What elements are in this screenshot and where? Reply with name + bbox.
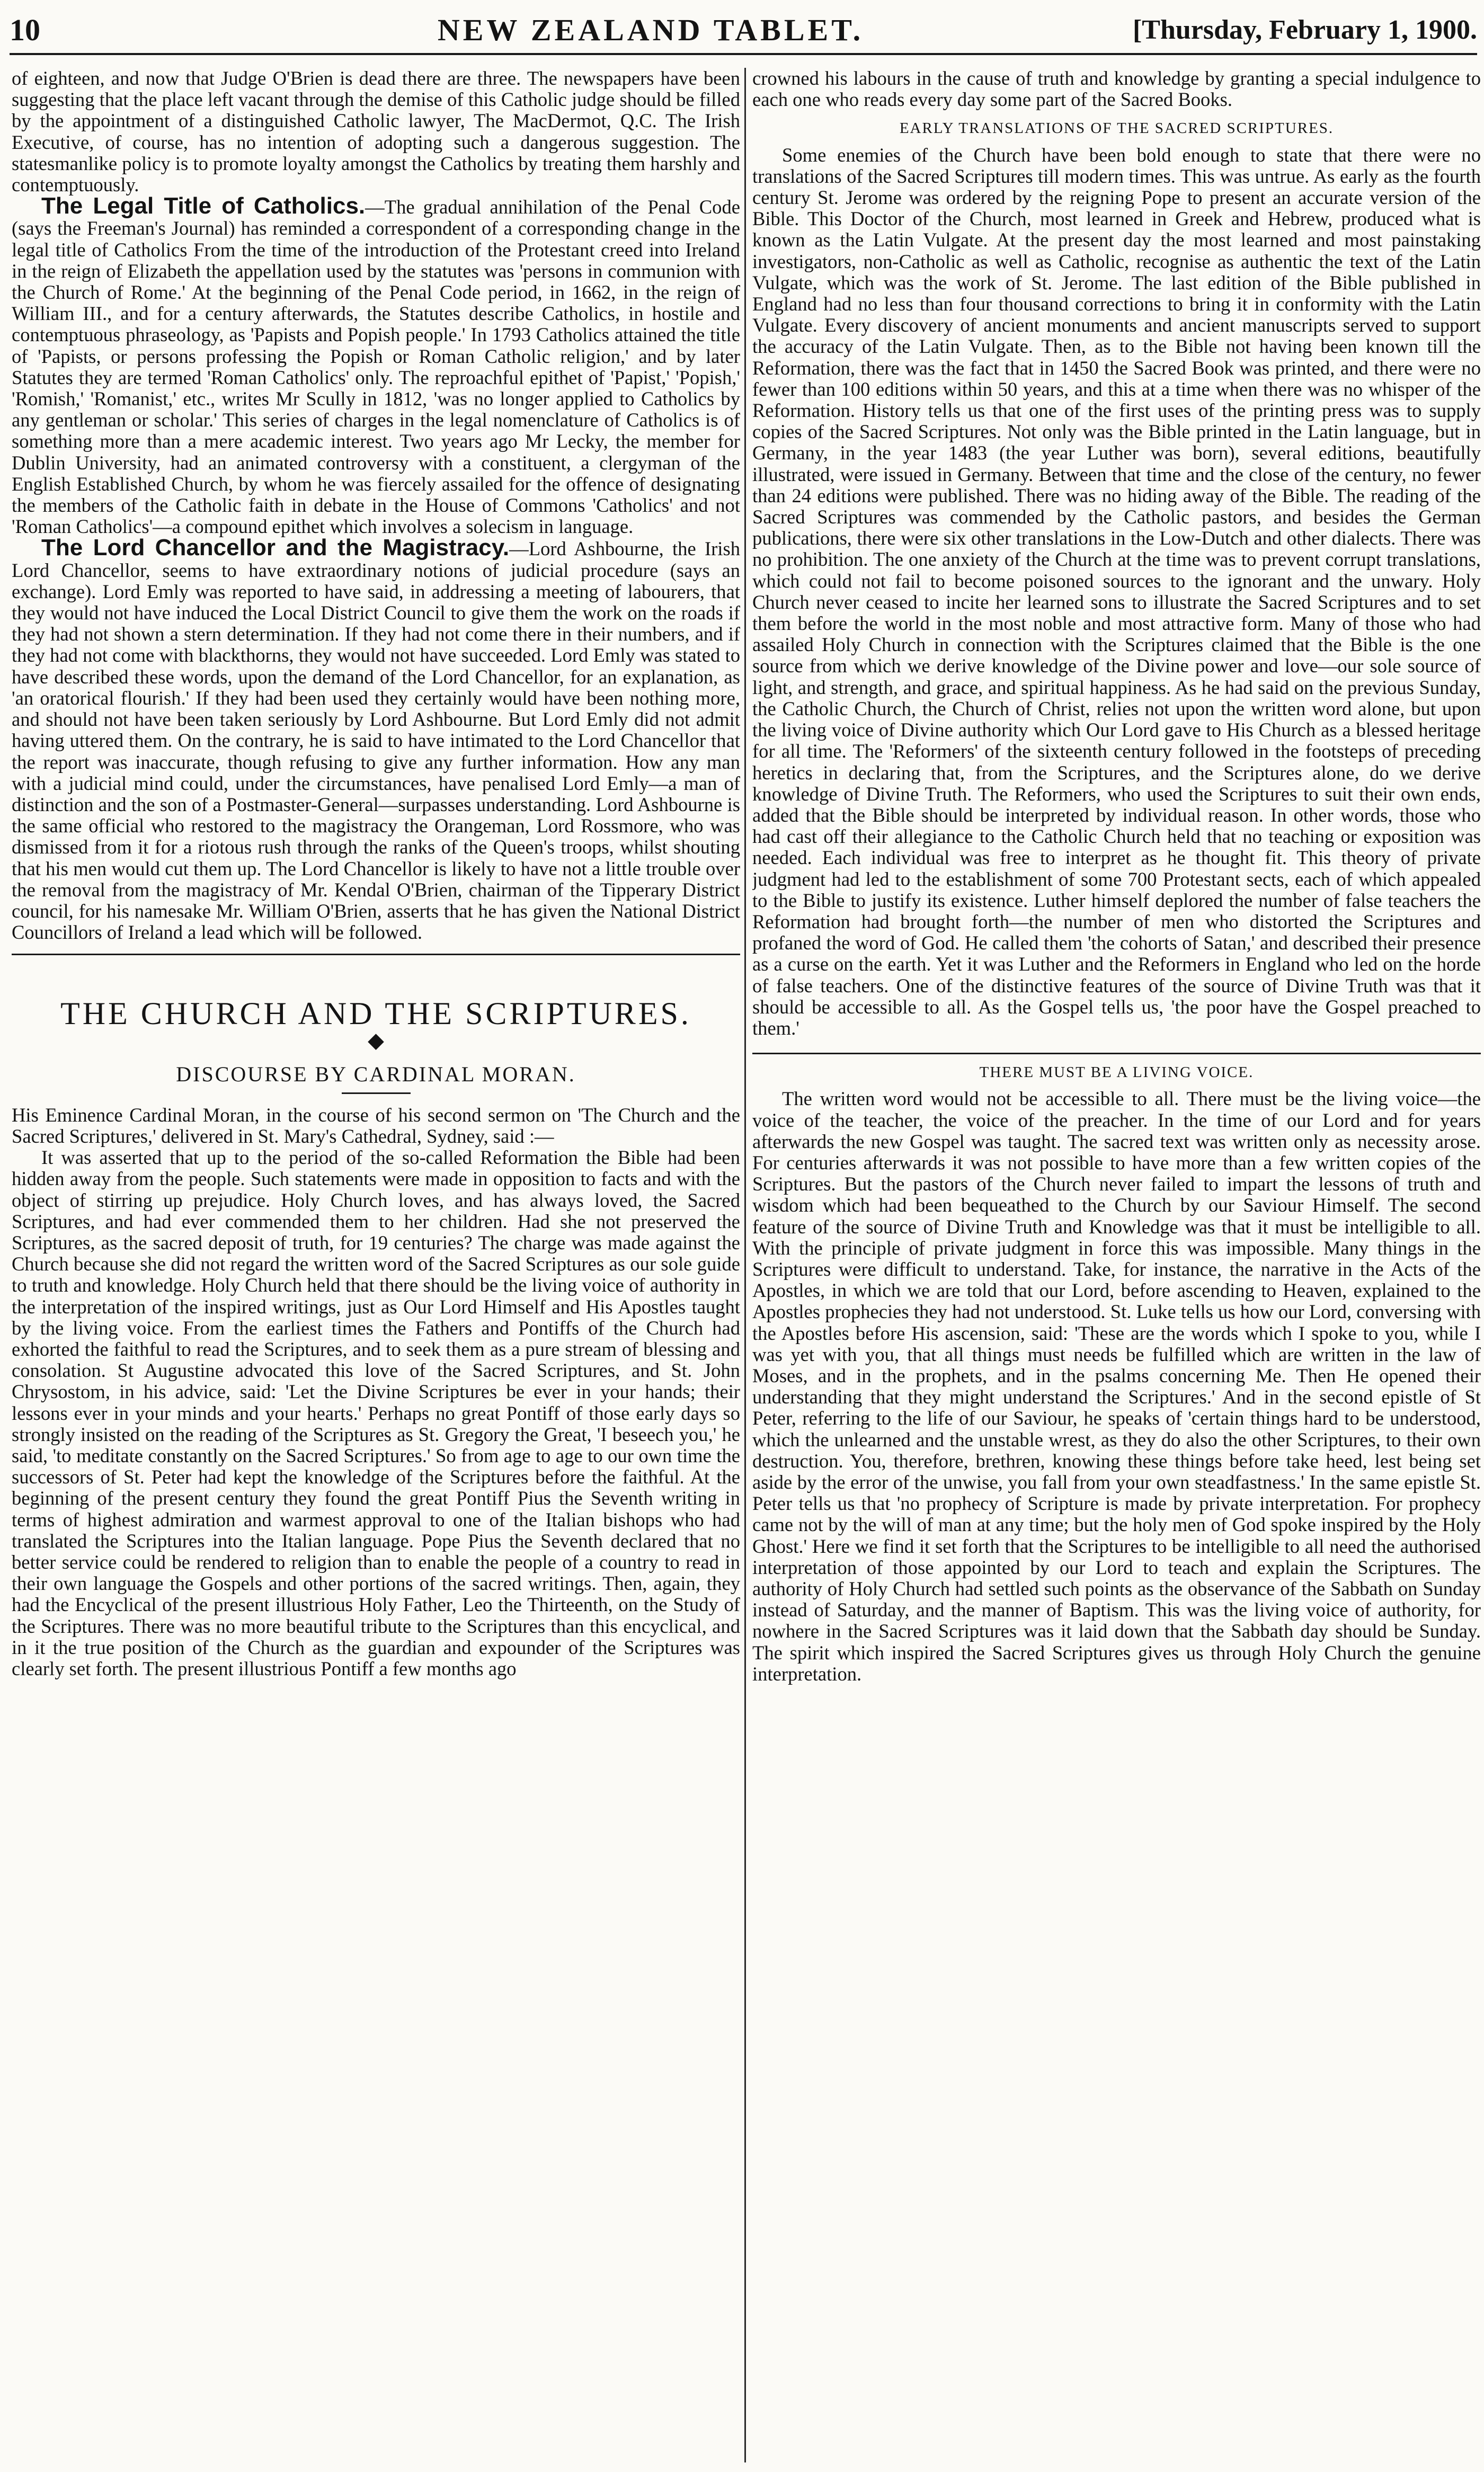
newspaper-title: NEW ZEALAND TABLET. <box>437 12 864 47</box>
section-divider <box>752 1053 1481 1054</box>
paragraph-lord-chancellor <box>12 537 740 943</box>
article-title: THE CHURCH AND THE SCRIPTURES. <box>60 996 691 1032</box>
ornament-icon: ◆ <box>368 1028 384 1052</box>
section-divider <box>12 954 740 955</box>
section-heading: The Lord Chancellor and the Magistracy. <box>41 535 510 561</box>
subheading: THERE MUST BE A LIVING VOICE. <box>979 1064 1254 1081</box>
paragraph: of eighteen, and now that Judge O'Brien is dead there are three. The newspapers have been suggesting that the place left vacant through the demise of this Catholic judge should be filled by the appointment of a distinguished Catholic lawyer, The MacDermot, Q.C. The Irish Executive, of course, has no intention of adopting such a dangerous suggestion. The statesmanlike policy is to promote loyalty amongst the Catholics by treating them harshly and contemptuously. <box>12 68 740 196</box>
paragraph-text: —Lord Ashbourne, the Irish Lord Chancellor, seems to have extraordinary notions of judicial procedure (says an exchange). Lord Emly was reported to have said, in addressing a meeting of labourers, that they would not have induced the Local District Council to give them the work on the roads if they had not shown a stern determination. If they had not come there in their numbers, and if they had not come with blackthorns, they would not have succeeded. Lord Emly was stated to have described these words, upon the demand of the Lord Chancellor, for an explanation, as 'an oratorical flourish.' If they had been used they certainly would have been nothing more, and should not have been taken seriously by Lord Ashbourne. But Lord Emly did not admit having uttered them. On the contrary, he is said to have intimated to the Lord Chancellor that the report was inaccurate, though refusing to give any further information. How any man with a judicial mind could, under the circumstances, have penalised Lord Emly—a man of distinction and the son of a Postmaster-General—surpasses understanding. Lord Ashbourne is the same official who restored to the magistracy the Orangeman, Lord Rossmore, who was dismissed from it for a riotous rush through the ranks of the Queen's troops, whilst shouting that his men would cut them up. The Lord Chancellor is likely to have not a little trouble over the removal from the magistracy of Mr. Kendal O'Brien, chairman of the Tipperary District council, for his namesake Mr. William O'Brien, asserts that he has given the National District Councillors of Ireland a lead which will be followed. <box>12 538 740 944</box>
right-column <box>752 68 1481 2462</box>
masthead <box>10 6 1477 55</box>
paragraph: It was asserted that up to the period of the so-called Reformation the Bible had been hidden away from the people. Such statements were made in opposition to facts and with the object of stirring up prejudice. Holy Church loves, and has always loved, the Sacred Scriptures, and had ever commended them to her children. Had she not preserved the Scriptures, as the sacred deposit of truth, for 19 centuries? The charge was made against the Church because she did not regard the written word of the Sacred Scriptures as our sole guide to truth and knowledge. Holy Church held that there should be the living voice of authority in the interpretation of the inspired writings, just as Our Lord Himself and His Apostles taught by the living voice. From the earliest times the Fathers and Pontiffs of the Church had exhorted the faithful to read the Scriptures, and to seek them as a pure stream of blessing and consolation. St Augustine advocated this love of the Sacred Scriptures, and St. John Chrysostom, in his advice, said: 'Let the Divine Scriptures be ever in your hands; their lessons ever in your minds and your hearts.' Perhaps no great Pontiff of those early days so strongly insisted on the reading of the Scriptures as St. Gregory the Great, 'I beseech you,' he said, 'to meditate constantly on the Sacred Scriptures.' So from age to age to our own time the successors of St. Peter had kept the knowledge of the Scriptures before the faithful. At the beginning of the present century they found the great Pontiff Pius the Seventh writing in terms of highest admiration and warmest approval to one of the Italian bishops who had translated the Scriptures into the Italian language. Pope Pius the Seventh declared that no better service could be rendered to religion than to enable the people of a country to read in their own language the Gospels and other portions of the sacred writings. Then, again, they had the Encyclical of the present illustrious Holy Father, Leo the Thirteenth, on the Study of the Scriptures. There was no more beautiful tribute to the Scriptures than this encyclical, and in it the true position of the Church as the guardian and expounder of the Scriptures was clearly set forth. The present illustrious Pontiff a few months ago <box>12 1146 740 1680</box>
left-column <box>12 68 740 2462</box>
paragraph-text: —The gradual annihilation of the Penal Code (says the Freeman's Journal) has reminded a correspondent of a corresponding change in the legal title of Catholics From the time of the introduction of the Protestant creed into Ireland in the reign of Elizabeth the appellation used by the statutes was 'persons in communion with the Church of Rome.' At the beginning of the Penal Code period, in 1662, in the reign of William III., and for a century afterwards, the Statutes describe Catholics, in hostile and contemptuous phraseology, as 'Papists and Popish people.' In 1793 Catholics attained the title of 'Papists, or persons professing the Popish or Roman Catholic religion,' and by later Statutes they are termed 'Roman Catholics' only. The reproachful epithet of 'Papist,' 'Popish,' 'Romish,' 'Romanist,' etc., writes Mr Scully in 1812, 'was no longer applied to Catholics by any gentleman or scholar.' This series of charges in the legal nomenclature of Catholics is of something more than a mere academic interest. Two years ago Mr Lecky, the member for Dublin University, had an animated controversy with a constituent, a clergyman of the English Established Church, by whom he was fiercely assailed for the offence of designating the members of the Catholic faith in debate in the House of Commons 'Catholics' and not 'Roman Catholics'—a compound epithet which involves a solecism in language. <box>12 196 740 538</box>
page-number: 10 <box>10 12 40 47</box>
paragraph: The written word would not be accessible to all. There must be the living voice—the voice of the teacher, the voice of the preacher. In the time of our Lord and for years afterwards the new Gospel was taught. The sacred text was written only as necessity arose. For centuries afterwards it was not possible to have more than a few written copies of the Scriptures. But the pastors of the Church never failed to impart the lessons of truth and wisdom which had been bequeathed to the Church by our Saviour Himself. The second feature of the source of Divine Truth and Knowledge was that it must be intelligible to all. With the principle of private judgment in force this was impossible. Many things in the Scriptures were difficult to understand. Take, for instance, the narrative in the Acts of the Apostles, in which we are told that our Lord, before ascending to Heaven, explained to the Apostles prophecies they had not understood. St. Luke tells us how our Lord, conversing with the Apostles before His ascension, said: 'These are the words which I spoke to you, while I was yet with you, that all things must needs be fulfilled which are written in the law of Moses, and in the prophets, and in the psalms concerning Me. Then He opened their understanding that they might understand the Scriptures.' And in the second epistle of St Peter, referring to the life of our Saviour, he speaks of 'certain things hard to be understood, which the unlearned and the unstable wrest, as they do also the other Scriptures, to their own destruction. You, therefore, brethren, knowing these things before take heed, lest being set aside by the error of the unwise, you fall from your own steadfastness.' In the same epistle St. Peter tells us that 'no prophecy of Scripture is made by private interpretation. For prophecy came not by the will of man at any time; but the holy men of God spoke inspired by the Holy Ghost.' Here we find it set forth that the Scriptures to be intelligible to all need the authorised interpretation of those appointed by our Lord to teach and explain the Scriptures. The authority of Holy Church had settled such points as the observance of the Sabbath on Sunday instead of Saturday, and the manner of Baptism. This was the living voice of authority, for nowhere in the Sacred Scriptures was it laid down that the Sabbath day should be Sunday. The spirit which inspired the Sacred Scriptures gives us through Holy Church the genuine interpretation. <box>752 1088 1481 1685</box>
paragraph: Some enemies of the Church have been bold enough to state that there were no translations of the Sacred Scriptures till modern times. This was untrue. As early as the fourth century St. Jerome was ordered by the reigning Pope to present an accurate version of the Bible. This Doctor of the Church, most learned in Greek and Hebrew, produced what is known as the Latin Vulgate. At the present day the most learned and most painstaking investigators, non-Catholic as well as Catholic, recognise as authentic the text of the Latin Vulgate, which was the work of St. Jerome. The last edition of the Bible published in England had no less than four thousand corrections to bring it in conformity with the Latin Vulgate. Every discovery of ancient monuments and ancient manuscripts served to support the accuracy of the Latin Vulgate. Then, as to the Bible not having been known till the Reformation, there was the fact that in 1450 the Sacred Book was printed, and there were no fewer than 100 editions within 50 years, and this at a time when there was no whisper of the Reformation. History tells us that one of the first uses of the printing press was to supply copies of the Sacred Scriptures. Not only was the Bible printed in the Latin language, but in Germany, in the year 1483 (the year Luther was born), several editions, beautifully illustrated, were issued in Germany. Between that time and the close of the century, no fewer than 24 editions were published. There was no hiding away of the Bible. The reading of the Sacred Scriptures was commended by the Catholic pastors, and besides the German publications, there were six other translations in the Low-Dutch and other dialects. There was no prohibition. The one anxiety of the Church at the time was to prevent corrupt translations, which could not fail to become poisoned sources to the ignorant and the unwary. Holy Church never ceased to incite her learned sons to illustrate the Sacred Scriptures and to set them before the world in the most noble and most attractive form. Many of those who had assailed Holy Church in connection with the Scriptures claimed that the Bible is the one source from which we derive knowledge of the Divine power and love—our sole source of light, and strength, and grace, and spiritual happiness. As he had said on the previous Sunday, the Catholic Church, the Church of Christ, relies not upon the written word alone, but upon the living voice of Divine authority which Our Lord gave to His Church as a blessed heritage for all time. The 'Reformers' of the sixteenth century followed in the footsteps of preceding heretics in declaring that, from the Scriptures, and the Scriptures alone, do we derive knowledge of Divine Truth. The Reformers, who used the Scriptures to suit their own ends, added that the Bible should be interpreted by individual reason. In other words, those who had cast off their allegiance to the Catholic Church held that no teaching or exposition was needed. Each individual was free to interpret as he thought fit. This theory of private judgment had led to the establishment of some 700 Protestant sects, each of which appealed to the Bible to justify its existence. Luther himself deplored the number of false teachers the Reformation had brought forth—the number of men who distorted the Scriptures and profaned the word of God. He called them 'the cohorts of Satan,' and described their presence as a curse on the earth. Yet it was Luther and the Reformers in England who led on the horde of false teachers. One of the distinctive features of the source of Divine Truth was that it should be accessible to all. As the Gospel tells us, 'the poor have the Gospel preached to them.' <box>752 144 1481 1039</box>
paragraph: crowned his labours in the cause of truth and knowledge by granting a special indulgence to each one who reads every day some part of the Sacred Books. <box>752 68 1481 111</box>
paragraph-legal-title <box>12 195 740 537</box>
article-byline: DISCOURSE BY CARDINAL MORAN. <box>176 1062 576 1086</box>
section-heading: The Legal Title of Catholics. <box>41 193 366 219</box>
short-divider <box>342 1092 411 1094</box>
column-divider <box>744 68 746 2462</box>
paragraph: His Eminence Cardinal Moran, in the course of his second sermon on 'The Church and the Sacred Scriptures,' delivered in St. Mary's Cathedral, Sydney, said :— <box>12 1104 740 1147</box>
subheading: EARLY TRANSLATIONS OF THE SACRED SCRIPTURES. <box>899 120 1334 137</box>
issue-date: [Thursday, February 1, 1900. <box>1132 14 1477 45</box>
